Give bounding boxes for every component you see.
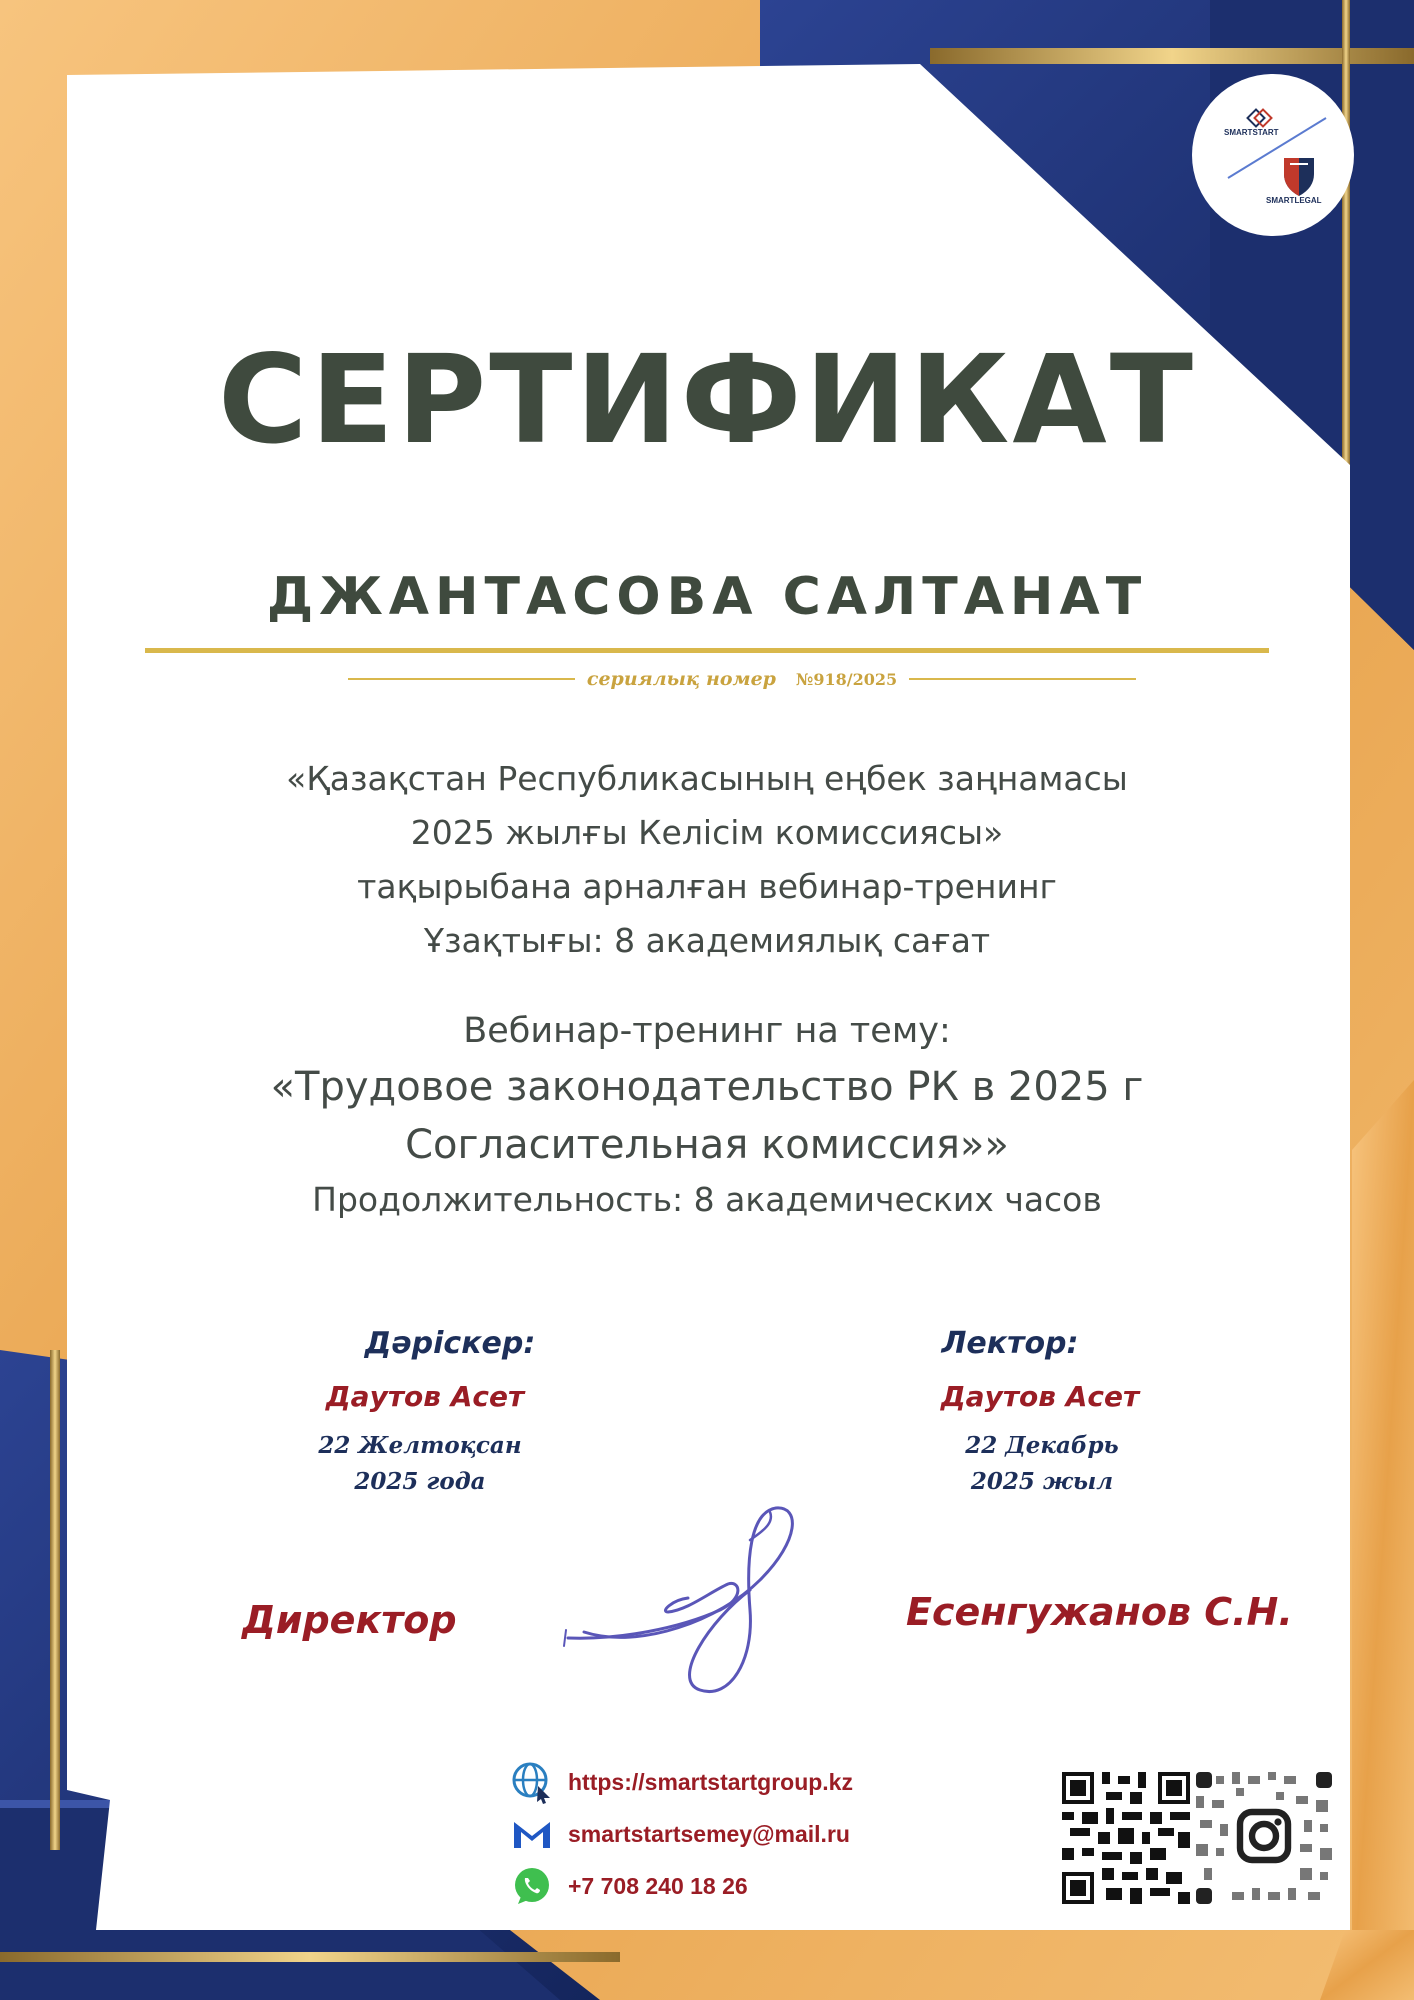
email-row	[510, 1812, 853, 1856]
date-line: 2025 года	[354, 1468, 486, 1495]
director-name: Есенгужанов С.Н.	[906, 1590, 1293, 1634]
date-line: 22 Декабрь	[965, 1432, 1119, 1459]
russian-topic-line: «Трудовое законодательство РК в 2025 г	[270, 1064, 1144, 1110]
director-title: Директор	[242, 1598, 457, 1642]
certificate-title: СЕРТИФИКАТ	[217, 329, 1197, 471]
serial-label: сериялық номер	[586, 668, 776, 690]
qr-code-website-icon	[1062, 1772, 1190, 1904]
logo-top-text: SMARTSTART	[1224, 128, 1279, 137]
date-line: 2025 жыл	[970, 1468, 1114, 1495]
serial-number: №918/2025	[795, 669, 898, 689]
russian-heading: Вебинар-тренинг на тему:	[463, 1011, 951, 1051]
company-logo	[1192, 74, 1354, 236]
mail-icon	[510, 1812, 554, 1856]
lecture-date-ru	[892, 1428, 1192, 1500]
lecturer-name-kz: Даутов Асет	[325, 1380, 525, 1413]
whatsapp-icon	[510, 1864, 554, 1908]
russian-topic	[140, 1058, 1274, 1174]
serial-row	[348, 664, 1136, 694]
lecturer-role-kz: Дәріскер:	[364, 1326, 536, 1361]
russian-duration: Продолжительность: 8 академических часов	[312, 1180, 1102, 1219]
globe-icon	[510, 1760, 554, 1804]
lecture-date-kz	[270, 1428, 570, 1500]
email-link[interactable]: smartstartsemey@mail.ru	[568, 1820, 850, 1847]
serial-rule-right	[909, 678, 1136, 680]
qr-code-instagram-icon	[1196, 1772, 1332, 1904]
russian-topic-line: Согласительная комиссия»»	[405, 1122, 1009, 1168]
serial-rule-left	[348, 678, 575, 680]
handwritten-signature-icon	[560, 1500, 830, 1710]
kazakh-description	[140, 752, 1274, 968]
kazakh-line: Ұзақтығы: 8 академиялық сағат	[423, 921, 991, 960]
phone-number[interactable]: +7 708 240 18 26	[568, 1872, 748, 1899]
name-underline	[145, 648, 1269, 653]
recipient-name: ДЖАНТАСОВА САЛТАНАТ	[266, 567, 1148, 627]
date-line: 22 Желтоқсан	[318, 1432, 522, 1459]
kazakh-line: тақырыбана арналған вебинар-тренинг	[357, 867, 1057, 906]
logo-emblem-icon	[1192, 74, 1354, 236]
logo-bottom-text: SMARTLEGAL	[1266, 196, 1322, 205]
lecturer-role-ru: Лектор:	[941, 1326, 1079, 1361]
kazakh-line: «Қазақстан Республикасының еңбек заңнамасы	[286, 759, 1128, 798]
lecturer-name-ru: Даутов Асет	[940, 1380, 1140, 1413]
kazakh-line: 2025 жылғы Келісім комиссиясы»	[410, 813, 1004, 852]
contacts	[510, 1760, 853, 1908]
website-row	[510, 1760, 853, 1804]
phone-row	[510, 1864, 853, 1908]
website-link[interactable]: https://smartstartgroup.kz	[568, 1768, 853, 1795]
